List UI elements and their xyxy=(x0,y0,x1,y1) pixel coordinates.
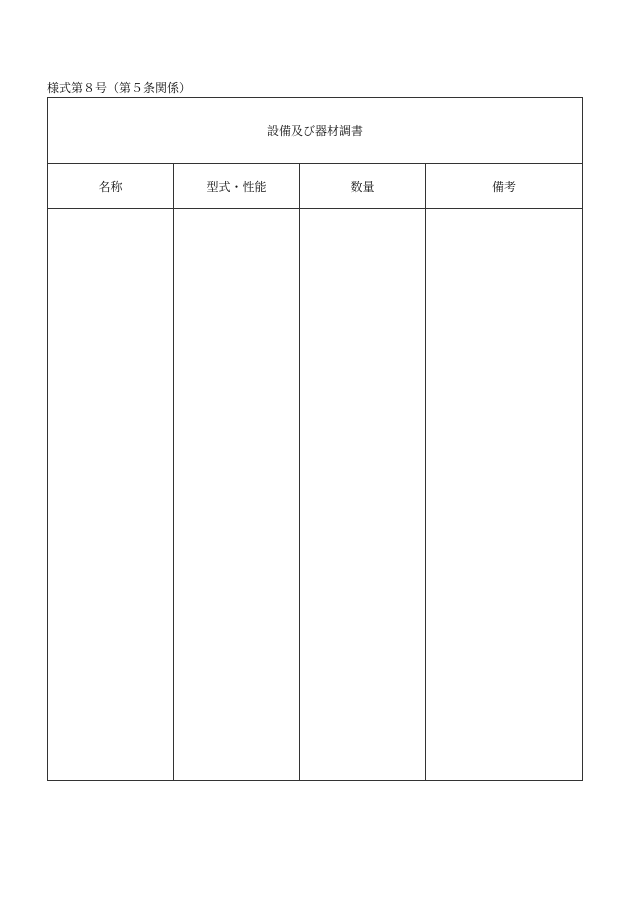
column-model-performance xyxy=(174,164,300,780)
column-body-name xyxy=(48,209,173,780)
column-body-remarks xyxy=(426,209,582,780)
column-body-quantity xyxy=(300,209,425,780)
form-number: 様式第８号（第５条関係） xyxy=(47,81,192,95)
column-header-model-performance: 型式・性能 xyxy=(174,164,299,209)
equipment-survey-table xyxy=(47,97,583,781)
document-title: 設備及び器材調書 xyxy=(48,98,582,164)
column-header-remarks: 備考 xyxy=(426,164,582,209)
column-header-quantity: 数量 xyxy=(300,164,425,209)
column-remarks xyxy=(426,164,582,780)
column-quantity xyxy=(300,164,426,780)
column-header-name: 名称 xyxy=(48,164,173,209)
column-name xyxy=(48,164,174,780)
column-body-model-performance xyxy=(174,209,299,780)
